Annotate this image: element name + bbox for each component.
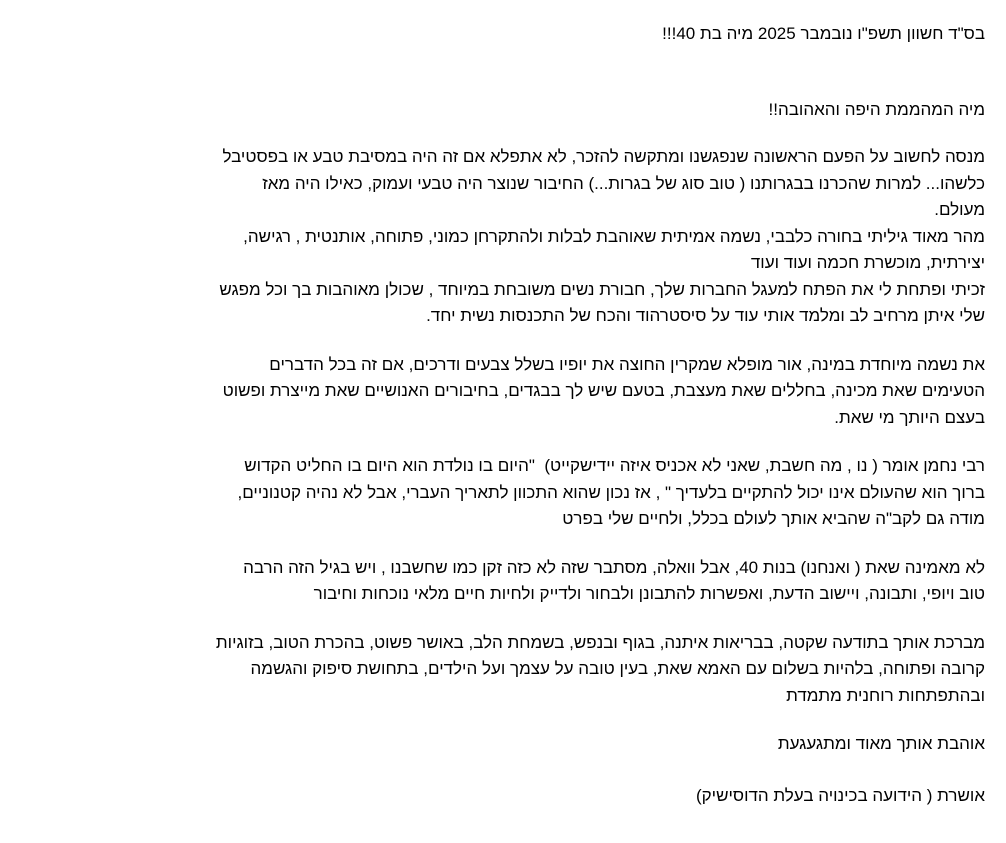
letter-line: קרובה ופתוחה, בלהיות בשלום עם האמא שאת, בעין טובה על עצמך ועל הילדים, בתחושת סיפוק והגשמה <box>250 659 985 678</box>
letter-line: מנסה לחשוב על הפעם הראשונה שנפגשנו ומתקשה להזכר, לא אתפלא אם זה היה במסיבת טבע או בפסטיבל <box>222 147 985 166</box>
paragraph-blessing <box>20 630 985 710</box>
letter-line: הטעימים שאת מכינה, בחללים שאת מעצבת, בטעם שיש לך בבגדים, בחיבורים האנושיים שאת מייצרת ופשוט <box>222 381 985 400</box>
letter-line: מברכת אותך בתודעה שקטה, בבריאות איתנה, בגוף ובנפש, בשמחת הלב, באושר פשוט, בהכרת הטוב, בזוגיות <box>215 632 985 652</box>
letter-line: ובהתפתחות רוחנית מתמדת <box>786 685 985 705</box>
paragraph-soul <box>20 352 985 432</box>
letter-line: שלי איתן מרחיב לב ומלמד אותי עוד על סיסטרהוד והכח של התכנסות נשית יחד. <box>426 306 985 325</box>
letter-line: זכיתי ופתחת לי את הפתח למעגל החברות שלך, חבורת נשים משובחת במיוחד , שכולן מאוהבות בך וכל מפגש <box>219 279 985 299</box>
letter-salutation: מיה המהממת היפה והאהובה!! <box>768 99 985 119</box>
paragraph-opening <box>20 144 985 330</box>
letter-line: לא מאמינה שאת ( ואנחנו) בנות 40, אבל וואלה, מסתבר שזה לא כזה זקן כמו שחשבנו , ויש בגיל הזה הרבה <box>243 557 985 577</box>
paragraph-age-forty <box>20 555 985 608</box>
letter-line: רבי נחמן אומר ( נו , מה חשבת, שאני לא אכניס איזה יידישקייט) "היום בו נולדת הוא היום בו החליט הקדוש <box>244 456 985 475</box>
letter-line: מודה גם לקב"ה שהביא אותך לעולם בכלל, ולחיים שלי בפרט <box>562 509 985 528</box>
letter-closing: אוהבת אותך מאוד ומתגעגעת <box>777 734 985 753</box>
letter-line: בעצם היותך מי שאת. <box>834 407 985 427</box>
paragraph-rabbi-nachman <box>20 453 985 533</box>
letter-line: ברוך הוא שהעולם אינו יכול להתקיים בלעדיך " , אז נכון שהוא התכוון לתאריך העברי, אבל לא נהיה קטנוניים, <box>237 482 985 502</box>
letter-line: מהר מאוד גיליתי בחורה כלבבי, נשמה אמיתית שאוהבת לבלות ולהתקרחן כמוני, פתוחה, אותנטית , רגישה, <box>243 226 985 246</box>
letter-line: טוב ויופי, ותבונה, ויישוב הדעת, ואפשרות להתבונן ולבחור ולדייק ולחיות חיים מלאי נוכחות וחיבור <box>313 584 985 603</box>
letter-header: בס"ד חשוון תשפ"ו נובמבר 2025 מיה בת 40!!! <box>662 24 985 43</box>
letter-signature: אושרת ( הידועה בכינויה בעלת הדוסישיק) <box>695 785 985 805</box>
letter-line: מעולם. <box>934 200 985 219</box>
letter-line: יצירתית, מוכשרת חכמה ועוד ועוד <box>750 253 985 272</box>
letter-line: את נשמה מיוחדת במינה, אור מופלא שמקרין החוצה את יופיו בשלל צבעים ודרכים, אם זה בכל הדברים <box>269 354 985 374</box>
letter-line: כלשהו... למרות שהכרנו בבגרותנו ( טוב סוג של בגרות...) החיבור שנוצר היה טבעי ועמוק, כאילו היה מאז <box>262 173 985 193</box>
